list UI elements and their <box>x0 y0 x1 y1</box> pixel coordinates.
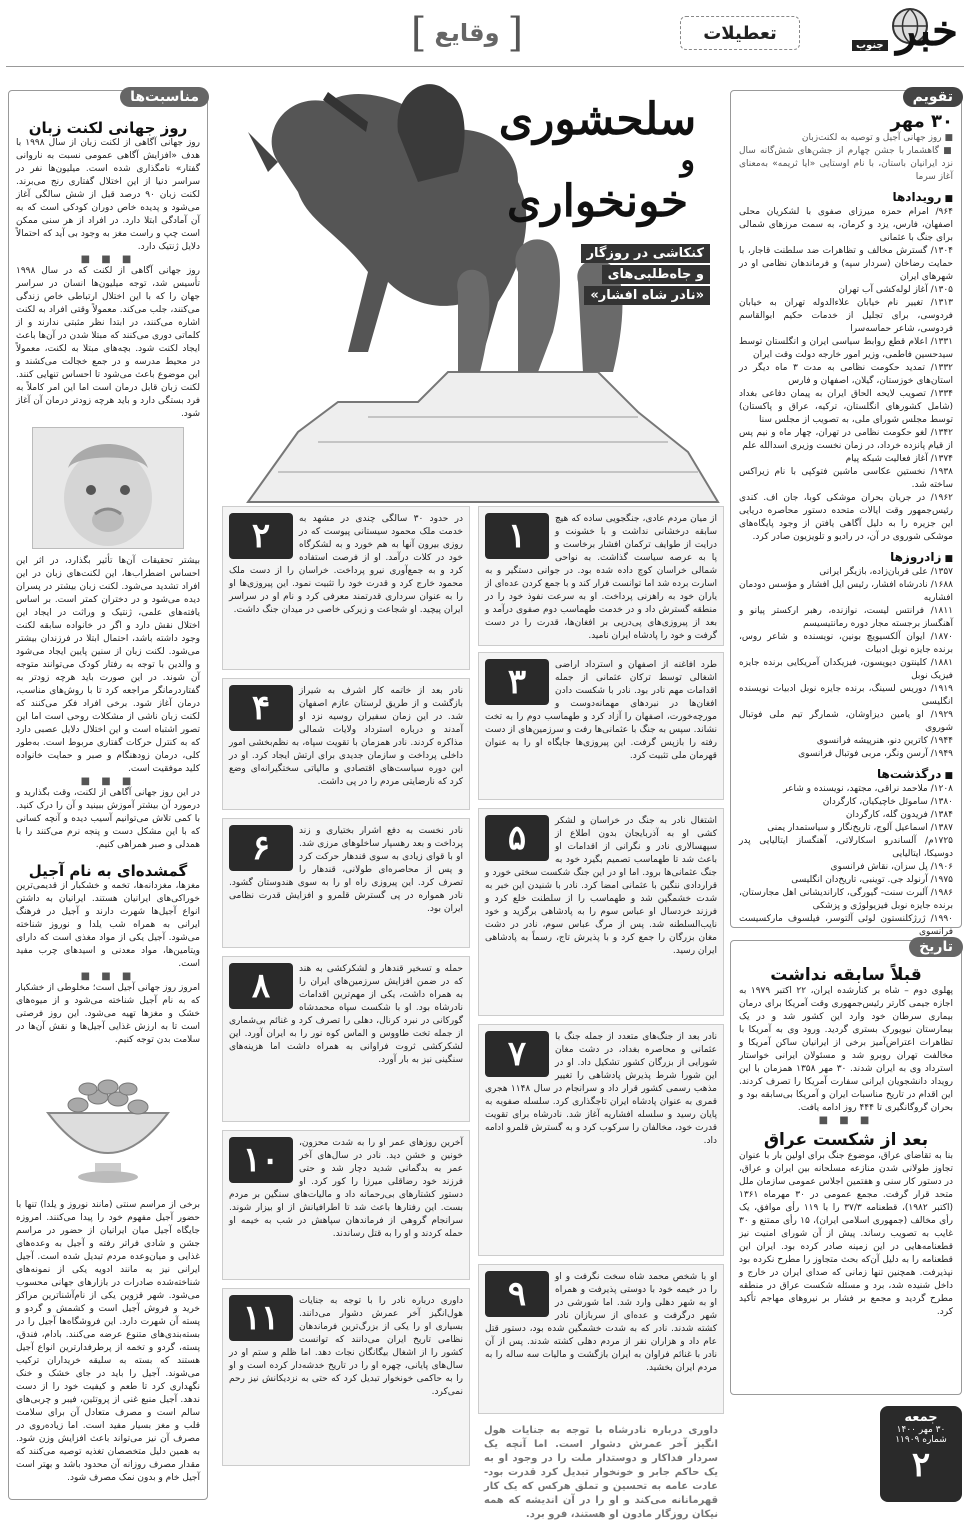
section-1 <box>478 506 724 646</box>
history-tab: تاریخ <box>909 937 963 957</box>
birth-item: ۱۸۷۰/ ایوان آلکسیویچ بونین، نویسنده و شاعر روس، برنده جایزه نوبل ادبیات <box>739 632 953 655</box>
death-item: ۱۷۲۵م/ آلساندرو اسکارلاتی، آهنگساز ایتالیایی پدر دوسیکا، ایتالیایی <box>739 836 953 859</box>
event-item: ۱۳۳۴/ تصویب لایحه الحاق ایران به پیمان دفاعی بغداد (شامل کشورهای انگلستان، ترکیه، عراق و پاکستان) توسط مجلس شورای ملی، به تصویب از مجلس سنا <box>739 389 953 425</box>
history-article2-title: بعد از شکست عراق <box>763 1130 929 1150</box>
section-number: ۵ <box>485 815 549 861</box>
masthead <box>0 0 970 70</box>
calendar-intro-2: ■ گاهشمار با جشن چهارم از جشن‌های شش‌گانه سال نزد ایرانیان باستان، با نام اوستایی «ایا ثریمه» به‌معنای آغاز سرما <box>739 145 953 184</box>
occasions-article2-title: گمشده‌ای به نام آجیل <box>28 862 188 880</box>
deaths-list <box>739 783 953 939</box>
section-number: ۷ <box>485 1031 549 1077</box>
event-item: ۱۳۰۵/ آغاز لوله‌کشی آب تهران <box>838 285 953 295</box>
history-article1-body: پهلوی دوم – شاه بر کنارشده ایران، ۲۲ اکتبر ۱۹۷۹ به اجازه جیمی کارتر رئیس‌جمهوری وقت آمریکا برای درمان بیماری سرطان خود وارد این کشور شد و در یک بیمارستان نیویورک بستری گردید. ورود وی به آمریکا با تظاهرات اعتراض‌آمیز برخی از ایرانیان ساکن آمریکا و مخالفت تهران روبرو شد و مسئولان ایرانی خواستار استرداد وی به ایران شدند. ۳۰ مهر ۱۳۵۸ همزمان با این رویداد دانشجویان ایرانی سفارت آمریکا را تصرف کردند. این اقدام در تاریخ مناسبات ایران و آمریکا بی‌سابقه بود و بحران گروگانگیری تا ۴۴۴ روز ادامه یافت. <box>739 986 953 1113</box>
section-6 <box>222 818 470 948</box>
calendar-intro-1: ■ روز جهانی آجیل و توصیه به لکنت‌زبان <box>739 132 953 145</box>
brand-name: خبر <box>896 6 958 55</box>
occasions-article2-body2: امروز روز جهانی آجیل است؛ مخلوطی از خشکبار که به نام آجیل شناخته می‌شود و از میوه‌های خشک و مغزها تهیه می‌شود. این روز فرصتی است تا به ارزش غذایی آجیل‌ها و نقش آن‌ها در سلامت بدن توجه کنیم. <box>16 983 200 1045</box>
event-item: ۱۹۳۸/ نخستین عکاسی ماشین فتوکپی با نام زیراکس ساخته شد. <box>739 467 953 490</box>
births-heading: ■ زادروزها <box>739 550 953 564</box>
event-item: ۱۳۷۴/ آغاز فعالیت شبکه پیام <box>845 454 953 464</box>
event-item: ۱۳۴۲/ لغو حکومت نظامی در تهران، چهار ماه و نیم پس از قیام پانزده خرداد، در زمان نخست وزیری اسدالله علم <box>739 428 953 451</box>
section-number: ۱۰ <box>229 1137 293 1183</box>
section-text: داوری درباره نادر را با توجه به جنایات هول‌انگیز آخر عمرش دشوار می‌دانند. بسیاری او را یکی از بزرگ‌ترین فرماندهان نظامی تاریخ ایران می‌دانند که توانست کشور را از اشغال بیگانگان نجات دهد. اما ظلم و ستم او در سال‌های پایانی، چهره او را در تاریخ خدشه‌دار کرده است و او را به حاکمی خونخوار تبدیل کرد که حتی به نزدیکانش نیز رحم نمی‌کرد. <box>229 1296 463 1397</box>
child-photo <box>32 427 184 549</box>
section-number: ۱ <box>485 513 549 559</box>
death-item: ۱۳۸۰/ ساموئل خاچیکیان، کارگردان <box>822 797 953 807</box>
section-label <box>680 16 800 50</box>
masthead-rule <box>6 66 964 67</box>
occasions-article1-body2: روز جهانی آگاهی از لکنت که در سال ۱۹۹۸ تأسیس شد، توجه میلیون‌ها انسان در سراسر جهان را که با این اختلال ارتباطی خاص زندگی می‌کنند، جلب می‌کند. معمولاً وقتی افراد به لکنت اشاره می‌کنند، در ابتدا نظر مثبتی ندارند و از کلماتی دوری می‌کنند که مبتلا شدن در آن‌ها باعث ایجاد لکنت شود. بچه‌های مبتلا به لکنت، معمولاً در محیط مدرسه و در جمع خجالت می‌کشند و این موضوع باعث می‌شود تا احساس تنهایی کنند. لکنت زبان قابل درمان است اما این امر کاملاً به فرد بستگی دارد و باید هرچه زودتر درمان آن آغاز شود. <box>16 266 200 419</box>
section-4 <box>222 678 470 810</box>
section-text: آخرین روزهای عمر او را به شدت محزون، خونین و خشن دید. نادر در سال‌های آخر عمر به بدگمانی شدید دچار شد و حتی فرزند خود رضاقلی میرزا را کور کرد. او دستور کشتارهای بی‌رحمانه داد و مالیات‌های سنگین بر مردم بست. این رفتارها باعث شد تا اطرافیانش از او بیزار شوند. سرانجام گروهی از فرماندهان سپاهش در شب به خیمه او حمله کردند و او را به قتل رساندند. <box>229 1138 463 1239</box>
separator: ■ ■ ■ <box>80 776 136 787</box>
page-footer <box>880 1406 962 1502</box>
brand-logo[interactable] <box>812 4 962 62</box>
calendar-date-title: ۳۰ مهر <box>890 111 953 132</box>
event-item: ۱۳۳۲/ تمدید حکومت نظامی به مدت ۳ ماه دیگر در استان‌های خوزستان، گیلان، اصفهان و فارس <box>739 363 953 386</box>
feature-headline <box>480 92 715 242</box>
nut-bowl-icon <box>33 1053 183 1193</box>
birth-item: ۱۹۱۹/ دوریس لسینگ، برنده جایزه نوبل ادبیات نویسنده انگلیسی <box>739 684 953 707</box>
event-item: ۱۹۶۲/ در جریان بحران موشکی کوبا، جان اف. کندی رئیس‌جمهور وقت ایالات متحده دستور محاصره دریایی این جزیره را به دلیل آگاهی یافتن از وجود پایگاه‌های موشکی شوروی در آن، در رادیو و تلویزیون صادر کرد. <box>739 493 953 542</box>
event-item: ۹۶۴/ امرام حمزه میرزای صفوی با لشکریان محلی اصفهان، فارس، یزد و کرمان، به سمت مرزهای شمالی برای جنگ با عثمانی <box>739 207 953 243</box>
occasions-tab: مناسبت‌ها <box>120 87 209 107</box>
footer-weekday: جمعه <box>904 1410 938 1425</box>
subheading-line1: کنکاشی در روزگار <box>581 244 710 263</box>
section-number: ۶ <box>229 825 293 871</box>
section-number: ۳ <box>485 659 549 705</box>
separator: ■ ■ ■ <box>80 971 136 982</box>
section-2 <box>222 506 470 670</box>
history-article2-body: بنا به تقاضای عراق، موضوع جنگ برای اولین بار با عنوان تجاوز طولانی شدن منازعه مسلحانه بین ایران و عراق، در دستور کار سنی و هفتمین اجلاس عمومی سازمان ملل متحد قرار گرفت. مجمع عمومی در ۳۰ مهرماه ۱۳۶۱ (اکتبر ۱۹۸۲)، قطعنامه ۳۷/۳ را با ۱۱۹ رأی موافق، یک رأی مخالف (جمهوری اسلامی ایران)، ۱۵ رأی ممتنع و ۳۰ غایب به تصویب رساند. پیش از آن شورای امنیت نیز قطعنامه‌هایی در این زمینه صادر کرده بود. ایران این قطعنامه را به دلیل آن‌که بحث متجاوز را مطرح نکرده بود نپذیرفت. همچنین تنها زمانی که صدای ایران در خارج و داخل شنیده شد، برد و مسئله شکست عراق در منطقه مطرح گردید و مجمع بر فشار بر نیروهای مهاجم تأکید کرد. <box>739 1151 954 1317</box>
section-text: نادر بعد از خاتمه کار اشرف به شیراز بازگشت و از طریق لرستان عازم اصفهان شد. در این زمان سفیران روسیه نزد او آمدند و درباره استرداد ولایات شمالی مذاکره کردند. نادر همزمان با تقویت سپاه، به نظم‌بخشی امور داخلی پرداخت و سازمان جدیدی برای ارتش ایجاد کرد. او در این دوره سیاست‌های اقتصادی و مالیاتی سختگیرانه‌ای وضع کرد که نارضایتی مردم را در پی داشت. <box>229 686 463 787</box>
nuts-photo <box>33 1053 183 1193</box>
section-text: نادر بعد از جنگ‌های متعدد از جمله جنگ با عثمانی و محاصره بغداد، در دشت مغان شورایی از بزرگان کشور تشکیل داد. او در این شورا شرط پذیرش پادشاهی را تغییر مذهب رسمی کشور قرار داد و سرانجام در سال ۱۱۴۸ هجری قمری به عنوان پادشاه ایران تاجگذاری کرد. سلسله صفویه به پایان رسید و سلسله افشاریه آغاز شد. نادرشاه برای تقویت قدرت خود، مخالفان را سرکوب کرد و به گسترش قلمرو ادامه داد. <box>485 1032 717 1146</box>
separator: ■ ■ ■ <box>818 1115 874 1126</box>
occasions-article1-title: روز جهانی لکنت زبان <box>28 119 188 137</box>
death-item: ۱۹۹۰/ ژرژکلنستون لوئی آلتوسر، فیلسوف مارکسیست فرانسوی <box>739 914 953 937</box>
event-item: ۱۳۱۳/ تغییر نام خیابان علاءالدوله تهران به خیابان فردوسی، برای تجلیل از خدمات حکیم ابوالقاسم فردوسی، شاعر حماسه‌سرا <box>739 298 953 334</box>
history-article1-title: قبلاً سابقه نداشت <box>770 965 922 985</box>
calendar-column <box>730 89 962 937</box>
section-text: او با شخص محمد شاه سخت نگرفت و او را در خیمه خود با دوستی پذیرفت و همراه او به شهر دهلی وارد شد. اما شورشی در شهر درگرفت و عده‌ای از سربازان نادر کشته شدند. نادر که به شدت خشمگین شده بود، دستور قتل عام داد و هزاران نفر از مردم دهلی کشته شدند. پس از آن نادر با غنائم فراوان به ایران بازگشت و مالیات سه ساله را به مردم ایران بخشید. <box>485 1272 717 1373</box>
footer-date: ۳۰ مهر ۱۴۰۰ <box>896 1425 946 1435</box>
section-9 <box>478 1264 724 1414</box>
feature-subheading <box>560 244 710 328</box>
birth-item: ۱۹۴۴/ کاترین دنو، هنرپیشه فرانسوی <box>816 736 953 746</box>
birth-item: ۱۸۱۱/ فرانتس لیست، نوازنده، رهبر ارکستر پیانو و آهنگساز برجسته مجار دوره رمانتیسیسم <box>739 606 953 629</box>
events-heading: ■ رویدادها <box>739 190 953 204</box>
occasions-article2-body1: مغزها، مغزدانه‌ها، تخمه و خشکبار از قدیمی‌ترین خوراکی‌های ایرانیان هستند. ایرانیان به داشتن انواع آجیل‌ها شهرت دارند و آجیل در فرهنگ ایرانی به همراه شب یلدا و نوروز شناخته می‌شود. آجیل یکی از مواد مغذی است که دارای ویتامین‌ها، مواد معدنی و اسیدهای چرب مفید است. <box>16 881 200 969</box>
brand-sub: جنوب <box>852 40 888 51</box>
section-text: اشتغال نادر به جنگ در خراسان و لشکر کشی او به آذربایجان بدون اطلاع از سپهسالاری نادر و نگرانی از اقدامات او باعث شد تا طهماسب تصمیم بگیرد خود به جنگ عثمانی‌ها برود. اما او در این جنگ شکست سختی خورد و قراردادی ننگین با عثمانی امضا کرد. نادر با شنیدن این خبر به شدت خشمگین شد و طهماسب را از سلطنت خلع کرد و فرزند خردسال او عباس سوم را به پادشاهی برگزید و خود نایب‌السلطنه شد. پس از مرگ عباس سوم، نادر در دشت مغان بزرگان را جمع کرد و با پذیرش تاج، رسماً به پادشاهی ایران رسید. <box>485 816 717 956</box>
category-label-text: وقایع <box>434 19 500 47</box>
section-3 <box>478 652 724 800</box>
event-item: ۱۳۳۱/ اعلام قطع روابط سیاسی ایران و انگلستان توسط سیدحسین فاطمی، وزیر امور خارجه دولت وقت ایران <box>739 337 953 360</box>
pull-quote <box>478 1420 724 1520</box>
footer-issue: شماره ۱۱۹۰۹ <box>895 1435 947 1445</box>
calendar-tab: تقویم <box>903 87 963 107</box>
section-number: ۸ <box>229 963 293 1009</box>
section-number: ۴ <box>229 685 293 731</box>
occasions-article2-body3: برخی از مراسم سنتی (مانند نوروز و یلدا) تنها با حضور آجیل مفهوم خود را پیدا می‌کنند. امروزه جایگاه آجیل میان ایرانیان از حضور در مراسم جشن و شادی فراتر رفته و آجیل به وعده‌های غذایی و میان‌وعده مردم تبدیل شده است. آجیل ایرانی نیز به مانند ادویه یکی از نمونه‌های شناخته‌شده صادرات در بازارهای جهانی محسوب می‌شود. شهر قزوین یکی از نام‌آشناترین مراکز خرید و فروش آجیل است و کشمش و گردو و پسته آن شهرت دارد. این فروشگاه‌ها آجیل را در بسته‌بندی‌های متنوع عرضه می‌کنند. بادام، فندق، پسته، گردو و تخمه از پرطرفدارترین انواع آجیل هستند که بسته به سلیقه خریداران ترکیب می‌شوند. آجیل را باید در جای خشک و خنک نگهداری کرد تا طعم و کیفیت خود را از دست ندهد. آجیل منبع غنی از پروتئین، فیبر و چربی‌های سالم است و مصرف متعادل آن برای سلامت قلب و مغز بسیار مفید است. اما زیاده‌روی در مصرف آن نیز می‌تواند باعث افزایش وزن شود. به همین دلیل متخصصان تغذیه توصیه می‌کنند که مقدار مصرف روزانه آن محدود باشد و بهتر است آجیل خام و بدون نمک مصرف شود. <box>16 1200 200 1483</box>
birth-item: ۱۳۵۷/ علی قربان‌زاده، بازیگر ایرانی <box>819 567 953 577</box>
section-text: در حدود ۳۰ سالگی چندی در مشهد به خدمت ملک محمود سیستانی پیوست که در روزی بیرون آنها به هم خورد و به لشکرگاه خود در کلات درآمد. او از فرصت استفاده کرد و به جمع‌آوری نیرو پرداخت. خراسان را از دست ملک محمود خارج کرد و قدرت خود را تثبیت نمود. این پیروزی‌ها او را به عنوان سرداری قدرتمند معرفی کرد و نام او در سراسر ایران پیچید. او شجاعت و زیرکی خاصی در میدان جنگ داشت. <box>229 514 464 615</box>
death-item: ۱۹۸۶/ آلبرت سنت- گیورگی، کار‌اندیشانی اهل مجارستان، برنده جایزه نوبل فیزیولوژی و پزشکی <box>739 888 953 911</box>
section-text: از میان مردم عادی، جنگجویی ساده که هیچ سابقه درخشانی نداشت و با خشونت و درایت از طوایف ترکمان افشار برخاست و پا به عرصه سیاست گذاشت. به نواحی شمالی خراسان کوچ داده شده بود. در جوانی دستگیر و به اسارت برده شد اما توانست فرار کند و با جمع کردن عده‌ای از یاران خود به راهزنی پرداخت. او به سرعت نفوذ خود را در منطقه گسترش داد و در خدمت طهماسب دوم صفوی درآمد و بعد از پیروزی‌های پی‌درپی بر افغان‌ها، قدرت را در دست گرفت و خود را پادشاه ایران نامید. <box>485 514 717 641</box>
child-face-icon <box>33 428 183 548</box>
section-number: ۱۱ <box>229 1295 293 1341</box>
births-list <box>739 566 953 761</box>
section-8 <box>222 956 470 1122</box>
death-item: ۱۹۷۵/ آرنولد جی. توینبی، تاریخ‌دان انگلیسی <box>791 875 953 885</box>
section-5 <box>478 808 724 1016</box>
pull-quote-text: داوری درباره نادرشاه با توجه به جنایات هول انگیز آخر عمرش دشوار است. اما آنچه یک سردار فداکار و دوستدار ملت را در وجود او به یک حاکم جابر و خونخوار تبدیل کرد قدرت بود- عادت عامه به تحسین و تملق هرکس که یک کار قهرمانانه می‌کند و او را در آن اندیشه که همه نیکان روزگار مادون او هستند، فرو برد. <box>484 1425 718 1520</box>
section-11 <box>222 1288 470 1466</box>
section-text: نادر نخست به دفع اشرار بختیاری و زند پرداخت و بعد رهسپار ساخلوهای مرزی شد. او با قوای زیادی به سوی قندهار حرکت کرد و پس از محاصره‌ای طولانی، قندهار را تصرف کرد. این پیروزی راه او را به سوی هندوستان گشود. نادر همواره در پی گسترش قلمرو و افزایش قدرت نظامی ایران بود. <box>229 826 463 914</box>
death-item: ۱۲۰۸/ ملاحمد نراقی، مجتهد، نویسنده و شاعر <box>783 784 953 794</box>
birth-item: ۱۸۸۱/ کلینتون دیویسون، فیزیکدان آمریکایی برنده جایزه فیزیک نوبل <box>739 658 953 681</box>
subheading-line3: «نادر شاه افشار» <box>584 286 710 305</box>
occasions-article1-body1: روز جهانی آگاهی از لکنت زبان از سال ۱۹۹۸ با هدف «افزایش آگاهی عمومی نسبت به ناروانی گفتار» نامگذاری شده است. میلیون‌ها نفر در سراسر دنیا از این اختلال گفتاری رنج می‌برند. لکنت زبان ۹۰ درصد قبل از شش سالگی آغاز می‌شود و پدیده خاص دوران کودکی است که به آن آمادگی ابتلا دارد. در افراد از هر سنی ممکن است چپ و راست مغز به وجود بی آید که احتمالاً دلایل ژنتیک دارد. <box>16 138 200 252</box>
birth-item: ۱۹۴۹/ آرسن ونگر، مربی فوتبال فرانسوی <box>798 749 953 759</box>
category-label: [ وقایع ] <box>410 10 524 56</box>
section-number: ۲ <box>229 513 293 559</box>
history-column <box>730 940 962 1395</box>
section-label-text: تعطیلات <box>703 22 777 44</box>
birth-item: ۱۹۲۹/ او یامین دیزاوشان، شمارگر تیم ملی فوتبال شوروی <box>739 710 953 733</box>
death-item: ۱۳۸۷/ اسماعیل آلوج، تاریخ‌نگار و سیاستمدار یمنی <box>767 823 953 833</box>
occasions-article1-body3: بیشتر تحقیقات آن‌ها تأثیر بگذارد، در اثر این احساس اضطراب‌ها، این لکنت‌های زبان در این افراد تشدید می‌شود. لکنت زبان بیشتر در پسران دیده می‌شود و در دختران کمتر است. بر اساس یافته‌های علمی، ژنتیک و وراثت در ایجاد این اختلال نقش دارد و اگر در خانواده سابقه لکنت وجود داشته باشد، احتمال ابتلا در فرزندان بیشتر می‌شود. لکنت زبان از سنین پایین ایجاد می‌شود و والدین با توجه به رفتار کودک می‌توانند متوجه آن شوند. در این صورت باید هرچه زودتر به گفتاردرمانگر مراجعه کرد تا با روش‌های مناسب، درمان آغاز شود. برخی افراد فکر می‌کنند که لکنت زبان ناشی از مشکلات روحی است اما این تصور اشتباه است و این اختلال دلایل عصبی دارد که به کنترل حرکات گفتاری مربوط است. به‌طور کلی، درمان زودهنگام و صبر و حمایت خانواده کلید موفقیت است. <box>16 556 200 774</box>
headline-line1: سلحشوری <box>498 94 697 145</box>
deaths-heading: ■ درگذشت‌ها <box>739 767 953 781</box>
occasions-column <box>8 90 208 1500</box>
section-10 <box>222 1130 470 1280</box>
headline-line2: خونخواری <box>506 176 689 227</box>
page-number: ۲ <box>911 1445 931 1485</box>
section-text: حمله و تسخیر قندهار و لشکرکشی به هند که در ضمن افزایش سرزمین‌های ایران را به همراه داشت، یکی از مهم‌ترین اقدامات نادرشاه بود. او با شکست سپاه محمدشاه گورکانی در نبرد کرنال، دهلی را تصرف کرد و غنائم بی‌شماری از جمله تخت طاووس و الماس کوه نور را به ایران آورد. این لشکرکشی ثروت فراوانی به همراه داشت اما هزینه‌های سنگینی نیز به بار آورد. <box>229 964 463 1065</box>
subheading-line2: و جاه‌طلبی‌های <box>602 265 710 284</box>
headline-connector: و <box>680 143 695 178</box>
separator: ■ ■ ■ <box>80 254 136 265</box>
section-text: طرد افاغنه از اصفهان و استرداد اراضی اشغالی توسط ترکان عثمانی از جمله اقدامات مهم نادر بود. نادر با شکست دادن افغان‌ها در نبردهای مهمانه‌دوست و مورچه‌خورت، اصفهان را آزاد کرد و طهماسب دوم را به تخت نشاند. سپس به جنگ با عثمانی‌ها رفت و سرزمین‌های از دست رفته را بازپس گرفت. این پیروزی‌ها جایگاه او را به عنوان قهرمان ملی تثبیت کرد. <box>485 660 717 761</box>
occasions-article1-body4: در این روز جهانی آگاهی از لکنت، وقت بگذارید و درمورد آن بیشتر آموزش ببینید و آن را درک کنید. با کمی تلاش می‌توانیم آسیب دیده و آنچه کسانی که با این مشکل دست و پنجه نرم می‌کنند را با همدلی و صبر همراهی کنیم. <box>16 788 200 850</box>
birth-item: ۱۶۸۸/ نادرشاه افشار، رئیس ایل افشار و مؤسس دودمان افشاریه <box>739 580 953 603</box>
event-item: ۱۳۰۴/ گسترش مخالف و تظاهرات ضد سلطنت قاجار، با حمایت رضاخان (سردار سپه) و فرماندهان نظامی او در شهرهای ایران <box>739 246 953 282</box>
section-number: ۹ <box>485 1271 549 1317</box>
events-list <box>739 206 953 544</box>
death-item: ۱۳۸۴/ فریدون گله، کارگردان <box>845 810 953 820</box>
section-7 <box>478 1024 724 1256</box>
death-item: ۱۹۰۶/ پل سزان، نقاش فرانسوی <box>830 862 953 872</box>
